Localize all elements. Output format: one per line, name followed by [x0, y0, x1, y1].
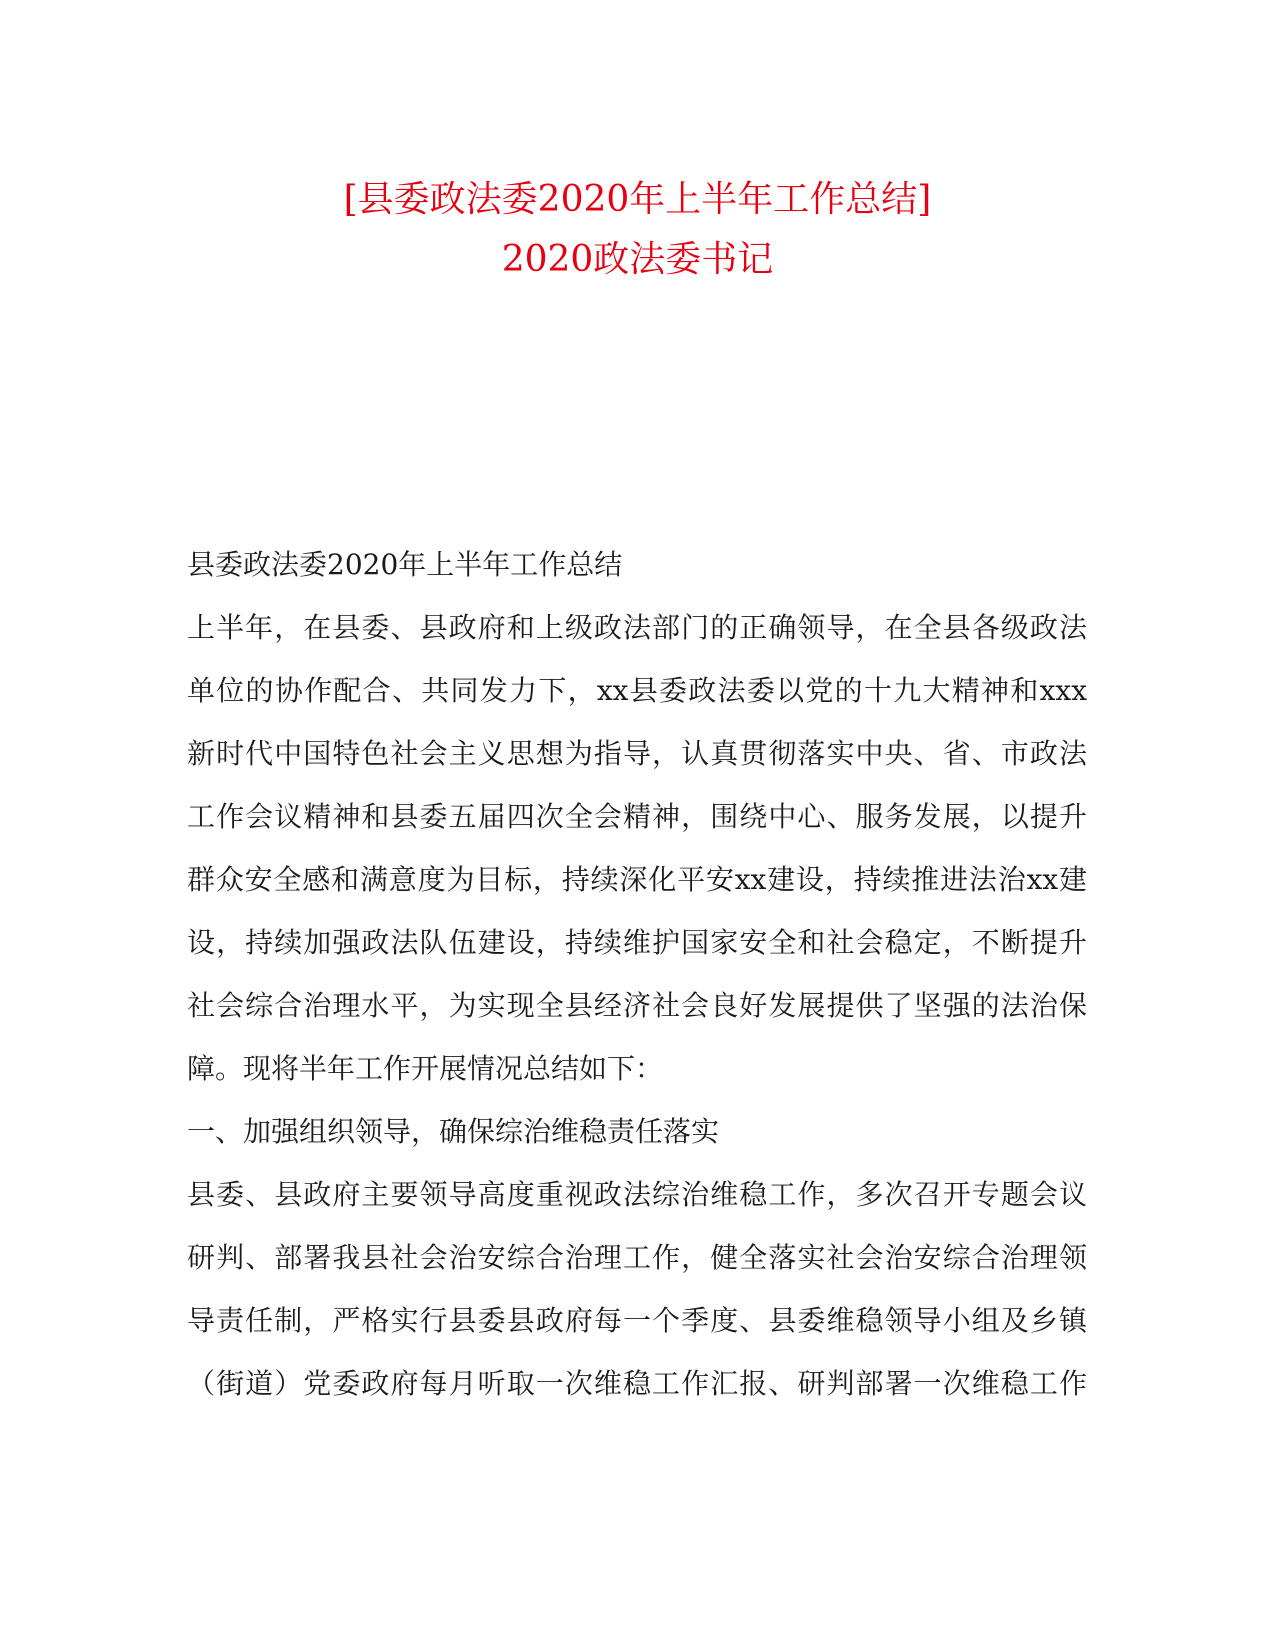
- body-line: 新时代中国特色社会主义思想为指导，认真贯彻落实中央、省、市政法: [187, 737, 1087, 770]
- body-line: （街道）党委政府每月听取一次维稳工作汇报、研判部署一次维稳工作: [187, 1367, 1087, 1400]
- body-heading: 县委政法委2020年上半年工作总结: [187, 548, 623, 581]
- body-line: 导责任制，严格实行县委县政府每一个季度、县委维稳领导小组及乡镇: [187, 1304, 1087, 1337]
- body-line: 群众安全感和满意度为目标，持续深化平安xx建设，持续推进法治xx建: [187, 863, 1087, 896]
- body-line: 上半年，在县委、县政府和上级政法部门的正确领导，在全县各级政法: [187, 611, 1087, 644]
- document-body: [187, 545, 1087, 1427]
- body-line: 设，持续加强政法队伍建设，持续维护国家安全和社会稳定，不断提升: [187, 926, 1087, 959]
- document-title: [0, 170, 1275, 290]
- section-heading: 一、加强组织领导，确保综治维稳责任落实: [187, 1115, 720, 1148]
- title-line-2: 2020政法委书记: [501, 239, 774, 280]
- body-line: 研判、部署我县社会治安综合治理工作，健全落实社会治安综合治理领: [187, 1241, 1087, 1274]
- body-line: 社会综合治理水平，为实现全县经济社会良好发展提供了坚强的法治保: [187, 989, 1087, 1022]
- body-line: 工作会议精神和县委五届四次全会精神，围绕中心、服务发展，以提升: [187, 800, 1087, 833]
- body-line: 障。现将半年工作开展情况总结如下：: [187, 1052, 664, 1085]
- body-line: 县委、县政府主要领导高度重视政法综治维稳工作，多次召开专题会议: [187, 1178, 1087, 1211]
- body-line: 单位的协作配合、共同发力下，xx县委政法委以党的十九大精神和xxx: [187, 674, 1087, 707]
- title-line-1: [县委政法委2020年上半年工作总结]: [343, 179, 932, 220]
